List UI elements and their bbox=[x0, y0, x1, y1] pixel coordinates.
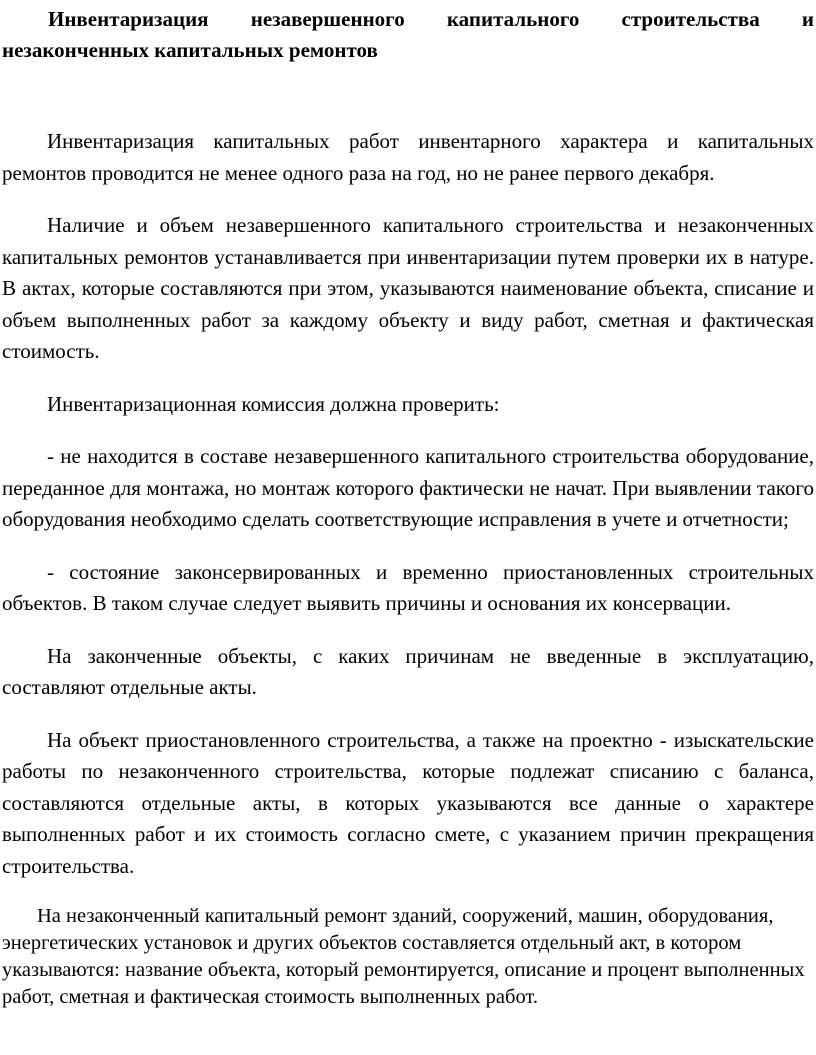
paragraph-7: На объект приостановленного строительства, а также на проектно - изыскательские работы по незаконченного строительства, которые подлежат списанию с баланса, составляются отдельные акты, в которых указываются все данные о характере выполненных работ и их стоимость согласно смете, с указанием причин прекращения строительства. bbox=[2, 727, 814, 878]
document-title: Инвентаризация незавершенного капитального строительства и незаконченных капитальных ремонтов bbox=[2, 7, 814, 62]
paragraph-5: - состояние законсервированных и временно приостановленных строительных объектов. В таком случае следует выявить причины и основания их консервации. bbox=[2, 559, 814, 615]
document-body bbox=[2, 126, 814, 1032]
paragraph-8: На незаконченный капитальный ремонт зданий, сооружений, машин, оборудования, энергетических установок и других объектов составляется отдельный акт, в котором указываются: название объекта, который ремонтируется, описание и процент выполненных работ, сметная и фактическая стоимость выполненных работ. bbox=[2, 905, 805, 1008]
paragraph-1: Инвентаризация капитальных работ инвентарного характера и капитальных ремонтов проводится не менее одного раза на год, но не ранее первого декабря. bbox=[2, 129, 814, 185]
paragraph-2: Наличие и объем незавершенного капитального строительства и незаконченных капитальных ремонтов устанавливается при инвентаризации путем проверки их в натуре. В актах, которые составляются при этом, указываются наименование объекта, списание и объем выполненных работ за каждому объекту и виду работ, сметная и фактическая стоимость. bbox=[2, 213, 814, 363]
paragraph-6: На законченные объекты, с каких причинам не введенные в эксплуатацию, составляют отдельные акты. bbox=[2, 643, 814, 699]
paragraph-4: - не находится в составе незавершенного капитального строительства оборудование, переданное для монтажа, но монтаж которого фактически не начат. При выявлении такого оборудования необходимо сделать соответствующие исправления в учете и отчетности; bbox=[2, 444, 814, 531]
paragraph-3: Инвентаризационная комиссия должна проверить: bbox=[47, 391, 500, 416]
